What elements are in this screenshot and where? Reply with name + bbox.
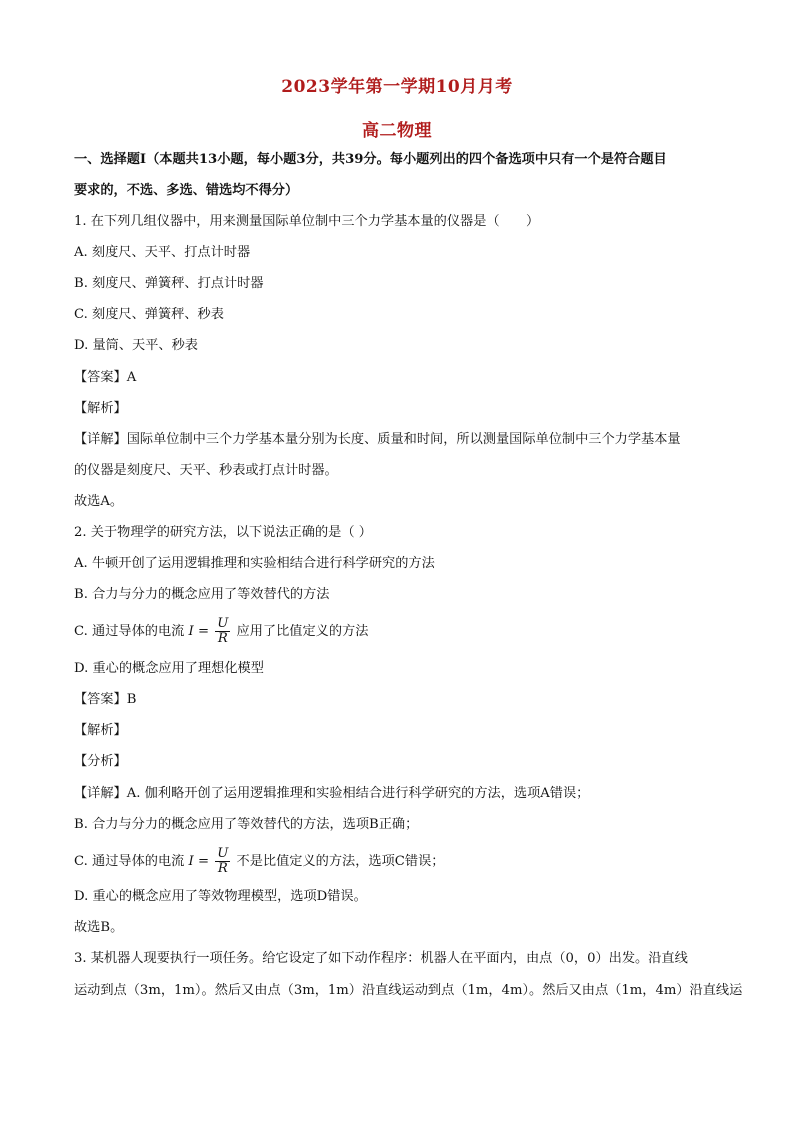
q2-option-a: A. 牛顿开创了运用逻辑推理和实验相结合进行科学研究的方法 — [74, 556, 435, 571]
q1-analysis-label: 【解析】 — [74, 401, 127, 416]
q2-answer: 【答案】B — [74, 692, 137, 707]
q1-stem: 1. 在下列几组仪器中，用来测量国际单位制中三个力学基本量的仪器是（ ） — [74, 214, 540, 229]
q2-stem: 2. 关于物理学的研究方法，以下说法正确的是（ ） — [74, 525, 372, 540]
formula-denominator-2: R — [217, 861, 228, 876]
q2-option-c-prefix: C. 通过导体的电流 — [74, 624, 185, 639]
q2-analysis-label: 【解析】 — [74, 723, 127, 738]
formula-numerator-2: U — [217, 846, 229, 861]
formula-current-symbol-2: I — [188, 854, 194, 869]
q3-stem-line2: 运动到点（3m，1m）。然后又由点（3m，1m）沿直线运动到点（1m，4m）。然后又由点（1m，4m）沿直线运 — [74, 983, 743, 998]
q2-detail-line3-prefix: C. 通过导体的电流 — [74, 854, 185, 869]
q2-detail-line2: B. 合力与分力的概念应用了等效替代的方法，选项B正确； — [74, 817, 419, 832]
q1-option-a: A. 刻度尺、天平、打点计时器 — [74, 245, 251, 260]
q1-conclusion: 故选A。 — [74, 494, 124, 509]
q2-detail-line3 — [74, 844, 444, 880]
formula-fraction — [215, 617, 230, 646]
formula-denominator: R — [217, 631, 228, 646]
q1-answer: 【答案】A — [74, 370, 137, 385]
q1-option-b: B. 刻度尺、弹簧秤、打点计时器 — [74, 276, 264, 291]
q2-detail-line1: 【详解】A. 伽利略开创了运用逻辑推理和实验相结合进行科学研究的方法，选项A错误； — [74, 786, 590, 801]
q1-option-c: C. 刻度尺、弹簧秤、秒表 — [74, 307, 224, 322]
formula-equals-2: = — [197, 854, 210, 869]
section-heading-line1: 一、选择题Ⅰ（本题共13小题，每小题3分，共39分。每小题列出的四个备选项中只有一个是符合题目 — [74, 152, 667, 167]
formula-numerator: U — [217, 616, 229, 631]
q2-option-c — [74, 614, 368, 650]
q2-option-c-suffix: 应用了比值定义的方法 — [236, 624, 369, 639]
q1-option-d: D. 量筒、天平、秒表 — [74, 338, 198, 353]
q2-option-b: B. 合力与分力的概念应用了等效替代的方法 — [74, 587, 330, 602]
formula-equals: = — [197, 624, 210, 639]
section-heading-line2: 要求的，不选、多选、错选均不得分） — [74, 183, 299, 198]
exam-subject: 高二物理 — [362, 121, 432, 141]
q1-detail-line2: 的仪器是刻度尺、天平、秒表或打点计时器。 — [74, 463, 338, 478]
formula-fraction-2 — [215, 847, 230, 876]
q2-detail-line4: D. 重心的概念应用了等效物理模型，选项D错误。 — [74, 889, 367, 904]
q2-conclusion: 故选B。 — [74, 920, 124, 935]
q2-option-d: D. 重心的概念应用了理想化模型 — [74, 661, 264, 676]
formula-current-symbol: I — [188, 624, 194, 639]
q3-stem-line1: 3. 某机器人现要执行一项任务。给它设定了如下动作程序：机器人在平面内，由点（0，0）出发。沿直线 — [74, 951, 688, 966]
exam-title: 2023学年第一学期10月月考 — [281, 77, 513, 97]
q2-fenxi-label: 【分析】 — [74, 754, 127, 769]
q1-detail-line1: 【详解】国际单位制中三个力学基本量分别为长度、质量和时间，所以测量国际单位制中三个力学基本量 — [74, 432, 681, 447]
q2-detail-line3-suffix: 不是比值定义的方法，选项C错误； — [236, 854, 445, 869]
